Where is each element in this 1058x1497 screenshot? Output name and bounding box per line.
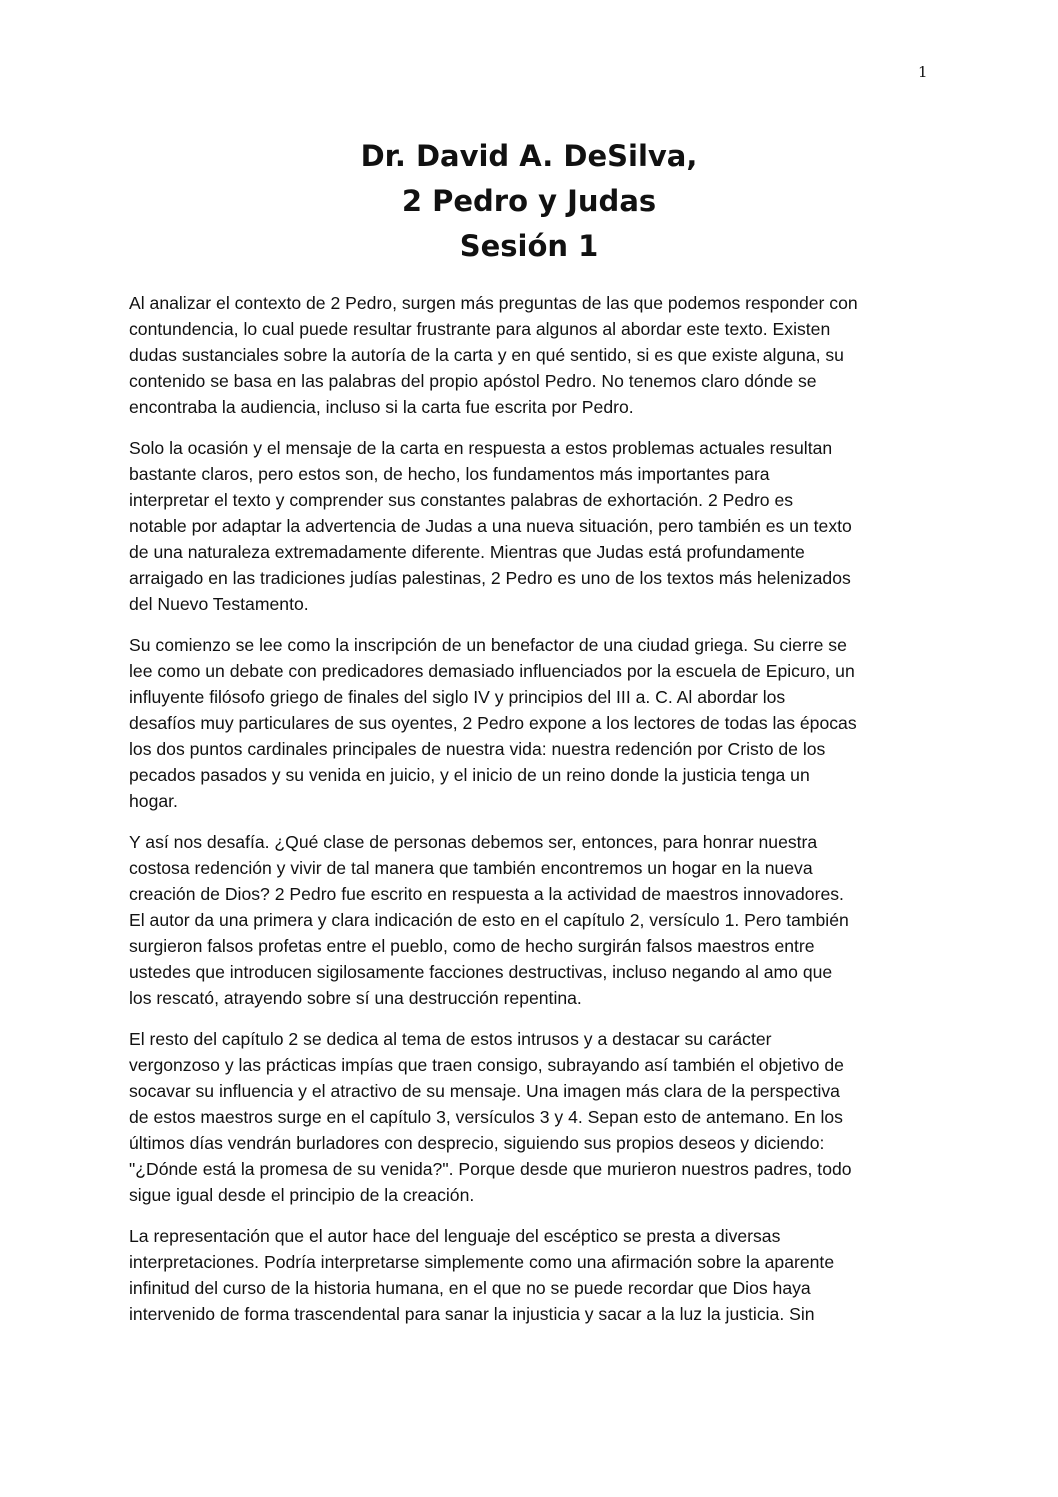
paragraph	[129, 1223, 929, 1327]
text-line: últimos días vendrán burladores con desprecio, siguiendo sus propios deseos y diciendo:	[129, 1133, 825, 1153]
page-number: 1	[918, 63, 928, 81]
body-text	[129, 290, 929, 1342]
text-line: de estos maestros surge en el capítulo 3, versículos 3 y 4. Sepan esto de antemano. En los	[129, 1107, 843, 1127]
text-line: bastante claros, pero estos son, de hecho, los fundamentos más importantes para	[129, 464, 770, 484]
paragraph	[129, 829, 929, 1011]
text-line: El resto del capítulo 2 se dedica al tema de estos intrusos y a destacar su carácter	[129, 1029, 772, 1049]
text-line: costosa redención y vivir de tal manera que también encontremos un hogar en la nueva	[129, 858, 813, 878]
document-title	[0, 134, 1058, 269]
text-line: Solo la ocasión y el mensaje de la carta en respuesta a estos problemas actuales resultan	[129, 438, 833, 458]
text-line: creación de Dios? 2 Pedro fue escrito en respuesta a la actividad de maestros innovadores.	[129, 884, 844, 904]
text-line: surgieron falsos profetas entre el pueblo, como de hecho surgirán falsos maestros entre	[129, 936, 815, 956]
paragraph	[129, 290, 929, 420]
text-line: interpretaciones. Podría interpretarse simplemente como una afirmación sobre la aparente	[129, 1252, 835, 1272]
text-line: del Nuevo Testamento.	[129, 594, 309, 614]
paragraph	[129, 632, 929, 814]
text-line: sigue igual desde el principio de la creación.	[129, 1185, 475, 1205]
text-line: "¿Dónde está la promesa de su venida?". Porque desde que murieron nuestros padres, todo	[129, 1159, 852, 1179]
text-line: intervenido de forma trascendental para sanar la injusticia y sacar a la luz la justicia. Sin	[129, 1304, 815, 1324]
text-line: vergonzoso y las prácticas impías que traen consigo, subrayando así también el objetivo de	[129, 1055, 844, 1075]
text-line: hogar.	[129, 791, 178, 811]
paragraph	[129, 1026, 929, 1208]
text-line: los rescató, atrayendo sobre sí una destrucción repentina.	[129, 988, 582, 1008]
text-line: Y así nos desafía. ¿Qué clase de personas debemos ser, entonces, para honrar nuestra	[129, 832, 818, 852]
text-line: Al analizar el contexto de 2 Pedro, surgen más preguntas de las que podemos responder con	[129, 293, 858, 313]
paragraph	[129, 435, 929, 617]
text-line: encontraba la audiencia, incluso si la carta fue escrita por Pedro.	[129, 397, 634, 417]
text-line: influyente filósofo griego de finales del siglo IV y principios del III a. C. Al abordar los	[129, 687, 786, 707]
text-line: El autor da una primera y clara indicación de esto en el capítulo 2, versículo 1. Pero también	[129, 910, 849, 930]
text-line: infinitud del curso de la historia humana, en el que no se puede recordar que Dios haya	[129, 1278, 811, 1298]
title-line-session: Sesión 1	[459, 229, 599, 263]
text-line: contundencia, lo cual puede resultar frustrante para algunos al abordar este texto. Existen	[129, 319, 831, 339]
text-line: socavar su influencia y el atractivo de su mensaje. Una imagen más clara de la perspectiva	[129, 1081, 840, 1101]
text-line: pecados pasados y su venida en juicio, y el inicio de un reino donde la justicia tenga un	[129, 765, 810, 785]
text-line: desafíos muy particulares de sus oyentes, 2 Pedro expone a los lectores de todas las épocas	[129, 713, 857, 733]
text-line: Su comienzo se lee como la inscripción de un benefactor de una ciudad griega. Su cierre se	[129, 635, 847, 655]
text-line: contenido se basa en las palabras del propio apóstol Pedro. No tenemos claro dónde se	[129, 371, 817, 391]
title-line-author: Dr. David A. DeSilva,	[360, 139, 698, 173]
text-line: arraigado en las tradiciones judías palestinas, 2 Pedro es uno de los textos más helenizados	[129, 568, 851, 588]
title-line-book: 2 Pedro y Judas	[401, 184, 657, 218]
text-line: La representación que el autor hace del lenguaje del escéptico se presta a diversas	[129, 1226, 781, 1246]
text-line: los dos puntos cardinales principales de nuestra vida: nuestra redención por Cristo de los	[129, 739, 826, 759]
text-line: ustedes que introducen sigilosamente facciones destructivas, incluso negando al amo que	[129, 962, 833, 982]
text-line: interpretar el texto y comprender sus constantes palabras de exhortación. 2 Pedro es	[129, 490, 794, 510]
text-line: notable por adaptar la advertencia de Judas a una nueva situación, pero también es un texto	[129, 516, 852, 536]
text-line: de una naturaleza extremadamente diferente. Mientras que Judas está profundamente	[129, 542, 805, 562]
text-line: lee como un debate con predicadores demasiado influenciados por la escuela de Epicuro, un	[129, 661, 855, 681]
text-line: dudas sustanciales sobre la autoría de la carta y en qué sentido, si es que existe alguna, su	[129, 345, 844, 365]
